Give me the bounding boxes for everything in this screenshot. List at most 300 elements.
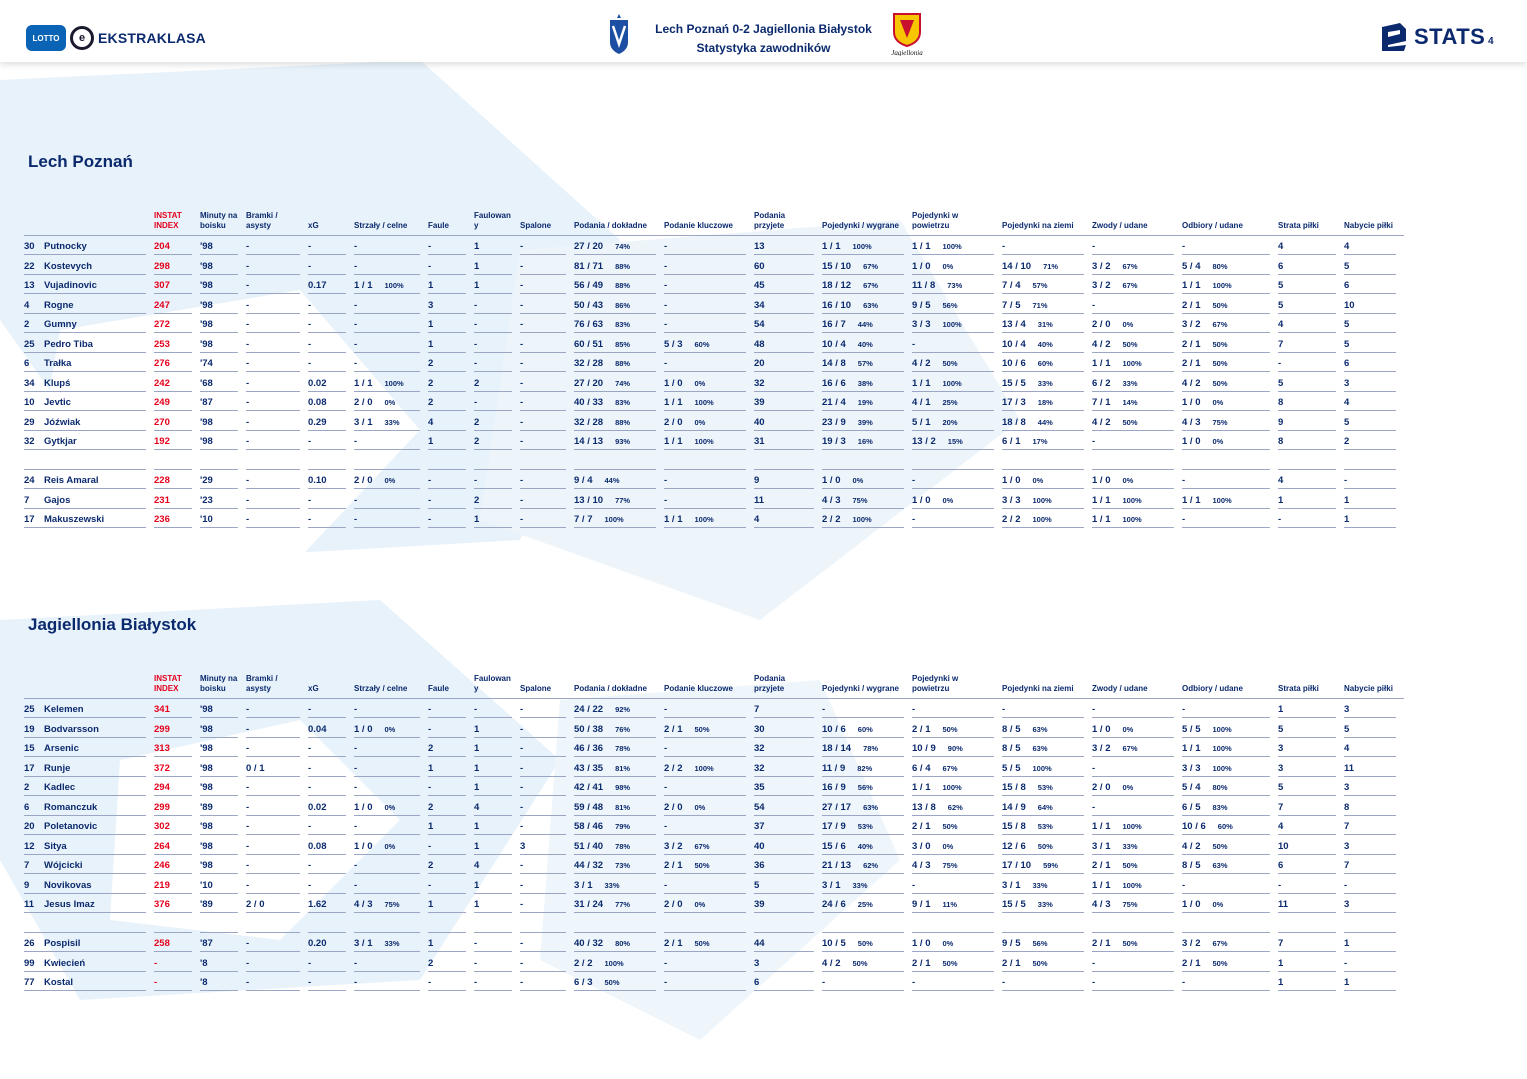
stat-percent: 11% bbox=[942, 900, 958, 910]
stat-percent: 76% bbox=[615, 724, 631, 734]
stat-value: 2 bbox=[474, 494, 480, 506]
page-header bbox=[0, 0, 1527, 62]
stat-value: 18 / 12 bbox=[822, 280, 852, 292]
stat-value: 13 / 4 bbox=[1002, 319, 1026, 331]
stat-percent: 50% bbox=[694, 861, 710, 871]
stat-value: 1 bbox=[474, 280, 480, 292]
player-row bbox=[24, 353, 1404, 373]
stat-percent: 93% bbox=[615, 437, 631, 447]
stat-value: - bbox=[246, 514, 250, 526]
stat-value: - bbox=[354, 743, 358, 755]
stat-percent: 75% bbox=[942, 861, 958, 871]
player-number: 25 bbox=[24, 338, 35, 350]
player-row bbox=[24, 256, 1404, 276]
stat-percent: 0% bbox=[1122, 320, 1134, 330]
stat-value: - bbox=[664, 782, 668, 794]
stat-value: 247 bbox=[154, 299, 170, 311]
stat-value: 21 / 4 bbox=[822, 397, 846, 409]
stat-value: 7 / 5 bbox=[1002, 299, 1021, 311]
stat-value: - bbox=[246, 260, 250, 272]
stat-value: 3 / 2 bbox=[1092, 260, 1111, 272]
column-header: Spalone bbox=[520, 671, 574, 699]
stat-value: - bbox=[246, 319, 250, 331]
column-header: Podanie kluczowe bbox=[664, 208, 754, 236]
stat-percent: 83% bbox=[615, 398, 631, 408]
stat-value: 6 / 4 bbox=[912, 762, 931, 774]
column-header: Strata piłki bbox=[1278, 208, 1344, 236]
column-header: Bramki / asysty bbox=[246, 671, 308, 699]
stat-percent: 0% bbox=[1032, 476, 1044, 486]
stat-value: - bbox=[308, 821, 312, 833]
player-row bbox=[24, 431, 1404, 451]
column-header: Pojedynki w powietrzu bbox=[912, 671, 1002, 699]
stat-value: 36 bbox=[754, 860, 765, 872]
stat-value: - bbox=[912, 977, 916, 989]
stat-percent: 74% bbox=[615, 378, 631, 388]
stat-value: 1 / 1 bbox=[912, 782, 931, 794]
stat-percent: 100% bbox=[1212, 281, 1232, 291]
stat-value: 1 bbox=[1344, 977, 1350, 989]
stat-value: 7 bbox=[754, 704, 760, 716]
stat-value: 17 / 9 bbox=[822, 821, 846, 833]
stat-value: - bbox=[246, 821, 250, 833]
stat-value: - bbox=[428, 782, 432, 794]
player-name: Jevtic bbox=[44, 397, 71, 409]
substitutes-separator bbox=[24, 451, 1404, 471]
stat-value: - bbox=[520, 475, 524, 487]
stat-value: 11 bbox=[754, 494, 765, 506]
stat-value: 1 / 0 bbox=[1092, 723, 1111, 735]
column-header: Podanie kluczowe bbox=[664, 671, 754, 699]
player-number: 6 bbox=[24, 801, 30, 813]
stat-value: 4 bbox=[474, 860, 480, 872]
stat-value: 1 / 1 bbox=[912, 241, 931, 253]
stat-value: 1 bbox=[428, 338, 434, 350]
stat-value: - bbox=[664, 494, 668, 506]
player-row bbox=[24, 314, 1404, 334]
stat-value: 1 / 0 bbox=[354, 801, 373, 813]
column-header bbox=[24, 671, 154, 699]
stat-percent: 64% bbox=[1037, 802, 1053, 812]
column-header: Strzały / celne bbox=[354, 671, 428, 699]
stat-percent: 33% bbox=[1032, 880, 1048, 890]
stat-percent: 0% bbox=[942, 495, 954, 505]
stat-value: 3 / 1 bbox=[1092, 840, 1111, 852]
stat-value: - bbox=[474, 475, 478, 487]
stat-value: 14 / 8 bbox=[822, 358, 846, 370]
stat-percent: 100% bbox=[852, 515, 872, 525]
player-number: 24 bbox=[24, 475, 35, 487]
stat-value: 2 / 1 bbox=[1182, 358, 1201, 370]
stat-percent: 0% bbox=[942, 261, 954, 271]
stat-value: 298 bbox=[154, 260, 170, 272]
stat-value: - bbox=[246, 299, 250, 311]
stat-value: 11 / 9 bbox=[822, 762, 846, 774]
stat-value: 31 bbox=[754, 436, 765, 448]
player-name: Pedro Tiba bbox=[44, 338, 93, 350]
stat-value: 54 bbox=[754, 801, 765, 813]
stat-value: '89 bbox=[200, 899, 213, 911]
stat-value: - bbox=[664, 319, 668, 331]
stat-value: 8 bbox=[1278, 436, 1284, 448]
stat-percent: 50% bbox=[1122, 417, 1138, 427]
stat-value: 10 / 6 bbox=[1002, 358, 1026, 370]
stat-percent: 0% bbox=[1122, 724, 1134, 734]
stat-percent: 50% bbox=[1212, 841, 1228, 851]
stat-value: 1 / 1 bbox=[822, 241, 841, 253]
stat-value: 43 / 35 bbox=[574, 762, 604, 774]
player-name: Kadlec bbox=[44, 782, 76, 794]
stat-value: '98 bbox=[200, 338, 213, 350]
stat-value: - bbox=[520, 782, 524, 794]
stat-percent: 88% bbox=[615, 359, 631, 369]
stat-value: 253 bbox=[154, 338, 170, 350]
stat-value: '74 bbox=[200, 358, 213, 370]
column-header: INSTAT INDEX bbox=[154, 671, 200, 699]
stat-value: 1 / 0 bbox=[912, 494, 931, 506]
stat-value: - bbox=[354, 494, 358, 506]
stat-value: 16 / 6 bbox=[822, 377, 846, 389]
stat-percent: 90% bbox=[947, 744, 963, 754]
stat-value: 3 bbox=[1344, 899, 1350, 911]
stat-value: 30 bbox=[754, 723, 765, 735]
stat-percent: 25% bbox=[857, 900, 873, 910]
stat-percent: 67% bbox=[942, 763, 958, 773]
stat-value: 7 / 1 bbox=[1092, 397, 1111, 409]
stat-value: - bbox=[308, 358, 312, 370]
stat-value: - bbox=[354, 436, 358, 448]
stat-percent: 33% bbox=[384, 939, 400, 949]
stat-value: 2 bbox=[428, 397, 434, 409]
stat-percent: 63% bbox=[1212, 861, 1228, 871]
stat-percent: 50% bbox=[942, 822, 958, 832]
stat-value: '98 bbox=[200, 723, 213, 735]
stat-value: 42 / 41 bbox=[574, 782, 604, 794]
stat-percent: 0% bbox=[384, 476, 396, 486]
stat-percent: 39% bbox=[857, 417, 873, 427]
stat-value: 13 / 2 bbox=[912, 436, 936, 448]
stat-value: - bbox=[246, 860, 250, 872]
stat-value: 8 / 5 bbox=[1182, 860, 1201, 872]
stat-percent: 0% bbox=[694, 378, 706, 388]
stat-value: 3 / 0 bbox=[912, 840, 931, 852]
stat-value: - bbox=[1344, 475, 1348, 487]
stat-value: '87 bbox=[200, 938, 213, 950]
player-row bbox=[24, 719, 1404, 739]
stat-percent: 88% bbox=[615, 417, 631, 427]
stat-value: 39 bbox=[754, 899, 765, 911]
stat-value: 5 bbox=[1344, 319, 1350, 331]
player-row bbox=[24, 855, 1404, 875]
stat-value: 3 bbox=[428, 299, 434, 311]
stat-value: 16 / 10 bbox=[822, 299, 852, 311]
stat-value: '10 bbox=[200, 514, 213, 526]
stat-percent: 33% bbox=[1037, 378, 1053, 388]
stat-percent: 60% bbox=[694, 339, 710, 349]
player-number: 99 bbox=[24, 957, 35, 969]
stat-value: - bbox=[1344, 879, 1348, 891]
stat-value: 2 / 0 bbox=[664, 801, 683, 813]
stat-value: 1 / 1 bbox=[1092, 358, 1111, 370]
stat-value: '98 bbox=[200, 821, 213, 833]
stat-value: - bbox=[520, 241, 524, 253]
stat-value: '98 bbox=[200, 260, 213, 272]
stat-percent: 50% bbox=[1212, 958, 1228, 968]
stat-percent: 59% bbox=[1043, 861, 1059, 871]
stat-value: 3 bbox=[1344, 840, 1350, 852]
player-number: 15 bbox=[24, 743, 35, 755]
stat-value: '98 bbox=[200, 762, 213, 774]
stat-value: 34 bbox=[754, 299, 765, 311]
player-number: 30 bbox=[24, 241, 35, 253]
player-name: Kostevych bbox=[44, 260, 93, 272]
stat-value: - bbox=[520, 899, 524, 911]
player-number: 10 bbox=[24, 397, 35, 409]
stat-value: 2 / 1 bbox=[664, 860, 683, 872]
stat-percent: 67% bbox=[1212, 939, 1228, 949]
stat-value: 9 / 4 bbox=[574, 475, 593, 487]
column-header: Odbiory / udane bbox=[1182, 208, 1278, 236]
stat-value: 35 bbox=[754, 782, 765, 794]
stat-value: 60 bbox=[754, 260, 765, 272]
stat-percent: 33% bbox=[852, 880, 868, 890]
stat-percent: 81% bbox=[615, 763, 631, 773]
player-row bbox=[24, 738, 1404, 758]
stat-value: '98 bbox=[200, 436, 213, 448]
stat-value: 2 / 1 bbox=[664, 938, 683, 950]
player-number: 13 bbox=[24, 280, 35, 292]
player-name: Runje bbox=[44, 762, 71, 774]
stat-value: 1 bbox=[428, 762, 434, 774]
player-name: Pospisil bbox=[44, 938, 81, 950]
stat-percent: 67% bbox=[1212, 320, 1228, 330]
stat-value: 2 bbox=[428, 358, 434, 370]
stat-value: 5 bbox=[1278, 299, 1284, 311]
stat-value: - bbox=[246, 358, 250, 370]
stat-value: 1 bbox=[1278, 704, 1284, 716]
stat-value: 32 bbox=[754, 377, 765, 389]
stat-value: 3 / 3 bbox=[912, 319, 931, 331]
stat-value: - bbox=[246, 704, 250, 716]
stat-value: 1.62 bbox=[308, 899, 327, 911]
stat-value: 10 / 6 bbox=[822, 723, 846, 735]
player-number: 17 bbox=[24, 762, 35, 774]
column-header: Faulowan y bbox=[474, 208, 520, 236]
stat-value: - bbox=[246, 494, 250, 506]
stat-value: 2 bbox=[1344, 436, 1350, 448]
player-row bbox=[24, 758, 1404, 778]
stat-value: 1 bbox=[474, 762, 480, 774]
player-name: Klupś bbox=[44, 377, 71, 389]
stat-percent: 67% bbox=[863, 261, 879, 271]
stat-value: 10 / 4 bbox=[1002, 338, 1026, 350]
stat-value: 15 / 8 bbox=[1002, 821, 1026, 833]
stat-value: 4 / 2 bbox=[1182, 377, 1201, 389]
stat-value: 228 bbox=[154, 475, 170, 487]
brand-name: EKSTRAKLASA bbox=[98, 30, 206, 46]
player-name: Romanczuk bbox=[44, 801, 98, 813]
player-row bbox=[24, 490, 1404, 510]
player-number: 7 bbox=[24, 860, 30, 872]
stat-value: - bbox=[664, 241, 668, 253]
stat-value: 6 / 3 bbox=[574, 977, 593, 989]
stat-value: - bbox=[354, 782, 358, 794]
player-row bbox=[24, 509, 1404, 529]
stat-value: 4 / 3 bbox=[822, 494, 841, 506]
stat-percent: 50% bbox=[1212, 359, 1228, 369]
stat-value: 15 / 5 bbox=[1002, 377, 1026, 389]
stat-value: 5 bbox=[1278, 377, 1284, 389]
stat-value: 21 / 13 bbox=[822, 860, 852, 872]
stat-percent: 85% bbox=[615, 339, 631, 349]
stat-value: 1 / 0 bbox=[1002, 475, 1021, 487]
stat-value: 31 / 24 bbox=[574, 899, 604, 911]
stat-percent: 77% bbox=[615, 900, 631, 910]
stat-value: 0.02 bbox=[308, 801, 327, 813]
stat-percent: 40% bbox=[1037, 339, 1053, 349]
stat-value: 40 bbox=[754, 416, 765, 428]
stat-value: 7 bbox=[1278, 938, 1284, 950]
stat-value: - bbox=[354, 299, 358, 311]
stat-value: - bbox=[246, 938, 250, 950]
stat-percent: 44% bbox=[857, 320, 873, 330]
stat-value: 1 / 1 bbox=[1092, 514, 1111, 526]
stat-value: 40 / 32 bbox=[574, 938, 604, 950]
stat-percent: 100% bbox=[384, 281, 404, 291]
stat-percent: 16% bbox=[857, 437, 873, 447]
stat-value: 4 bbox=[1344, 397, 1350, 409]
stat-percent: 71% bbox=[1043, 261, 1059, 271]
stat-value: '98 bbox=[200, 743, 213, 755]
stat-value: 32 / 28 bbox=[574, 416, 604, 428]
stat-value: 3 / 2 bbox=[1092, 743, 1111, 755]
stat-value: 6 / 2 bbox=[1092, 377, 1111, 389]
stat-value: - bbox=[1182, 879, 1186, 891]
stat-percent: 0% bbox=[384, 802, 396, 812]
stat-value: 6 bbox=[1278, 260, 1284, 272]
stat-value: 3 / 1 bbox=[822, 879, 841, 891]
stat-value: 7 bbox=[1278, 338, 1284, 350]
stat-value: - bbox=[1182, 514, 1186, 526]
stat-value: 4 bbox=[1278, 241, 1284, 253]
stat-percent: 77% bbox=[615, 495, 631, 505]
player-row bbox=[24, 392, 1404, 412]
stat-percent: 100% bbox=[694, 398, 714, 408]
stat-value: 2 / 0 bbox=[1092, 782, 1111, 794]
stat-percent: 0% bbox=[942, 939, 954, 949]
stat-value: 299 bbox=[154, 723, 170, 735]
stat-value: 37 bbox=[754, 821, 765, 833]
stat-value: 4 / 2 bbox=[1092, 416, 1111, 428]
stat-percent: 81% bbox=[615, 802, 631, 812]
player-number: 11 bbox=[24, 899, 35, 911]
stat-value: - bbox=[354, 704, 358, 716]
stat-value: - bbox=[246, 743, 250, 755]
stat-percent: 50% bbox=[1212, 339, 1228, 349]
player-row bbox=[24, 797, 1404, 817]
stat-value: 2 / 1 bbox=[1092, 938, 1111, 950]
stat-value: 0.08 bbox=[308, 397, 327, 409]
stat-value: 27 / 17 bbox=[822, 801, 852, 813]
stat-value: - bbox=[354, 241, 358, 253]
stat-value: 1 bbox=[1344, 514, 1350, 526]
stat-value: 18 / 14 bbox=[822, 743, 852, 755]
stat-value: 27 / 20 bbox=[574, 377, 604, 389]
stat-value: - bbox=[1278, 514, 1282, 526]
stat-percent: 67% bbox=[694, 841, 710, 851]
stat-value: - bbox=[428, 840, 432, 852]
stat-value: - bbox=[664, 821, 668, 833]
stat-percent: 71% bbox=[1032, 300, 1048, 310]
stat-value: - bbox=[354, 338, 358, 350]
stat-value: - bbox=[912, 704, 916, 716]
stat-value: 1 / 0 bbox=[1182, 899, 1201, 911]
team-title-lech: Lech Poznań bbox=[28, 152, 133, 171]
stat-value: 2 bbox=[474, 416, 480, 428]
player-number: 7 bbox=[24, 494, 30, 506]
stat-value: 1 bbox=[428, 319, 434, 331]
stat-value: 4 / 2 bbox=[912, 358, 931, 370]
stat-percent: 86% bbox=[615, 300, 631, 310]
stat-value: - bbox=[354, 879, 358, 891]
stat-percent: 56% bbox=[857, 783, 873, 793]
stat-value: 3 bbox=[1278, 743, 1284, 755]
stat-value: - bbox=[912, 338, 916, 350]
stat-value: '8 bbox=[200, 957, 208, 969]
stat-value: - bbox=[308, 319, 312, 331]
stat-value: 5 / 5 bbox=[1002, 762, 1021, 774]
stat-value: - bbox=[308, 241, 312, 253]
stat-value: - bbox=[520, 338, 524, 350]
stat-value: 1 / 0 bbox=[354, 723, 373, 735]
stat-percent: 0% bbox=[694, 417, 706, 427]
jagiellonia-crest-icon bbox=[884, 12, 930, 56]
stat-percent: 40% bbox=[857, 841, 873, 851]
stat-value: 24 / 22 bbox=[574, 704, 604, 716]
stat-value: 0.20 bbox=[308, 938, 327, 950]
stat-percent: 100% bbox=[1212, 724, 1232, 734]
stat-value: - bbox=[1182, 241, 1186, 253]
stat-value: - bbox=[664, 743, 668, 755]
player-name: Trałka bbox=[44, 358, 72, 370]
match-title: Lech Poznań 0-2 Jagiellonia Białystok bbox=[655, 22, 872, 36]
stat-value: 6 bbox=[1344, 280, 1350, 292]
stat-value: - bbox=[1002, 241, 1006, 253]
stat-value: 60 / 51 bbox=[574, 338, 604, 350]
player-number: 2 bbox=[24, 319, 30, 331]
stat-value: 10 / 6 bbox=[1182, 821, 1206, 833]
stat-value: - bbox=[664, 260, 668, 272]
stat-value: - bbox=[1002, 977, 1006, 989]
stat-percent: 67% bbox=[1122, 261, 1138, 271]
stat-percent: 33% bbox=[1122, 378, 1138, 388]
stat-value: 0 / 1 bbox=[246, 762, 265, 774]
stat-value: 10 / 9 bbox=[912, 743, 936, 755]
stat-percent: 50% bbox=[1212, 378, 1228, 388]
stat-value: 51 / 40 bbox=[574, 840, 604, 852]
stat-value: 54 bbox=[754, 319, 765, 331]
stat-value: 3 / 2 bbox=[1182, 319, 1201, 331]
stat-value: - bbox=[520, 723, 524, 735]
stat-value: 2 bbox=[428, 377, 434, 389]
stat-value: 192 bbox=[154, 436, 170, 448]
stat-percent: 19% bbox=[857, 398, 873, 408]
stat-value: 5 / 4 bbox=[1182, 782, 1201, 794]
stat-value: 7 / 4 bbox=[1002, 280, 1021, 292]
stat-value: 5 / 4 bbox=[1182, 260, 1201, 272]
stat-value: - bbox=[1092, 977, 1096, 989]
stat-value: 2 / 2 bbox=[1002, 514, 1021, 526]
